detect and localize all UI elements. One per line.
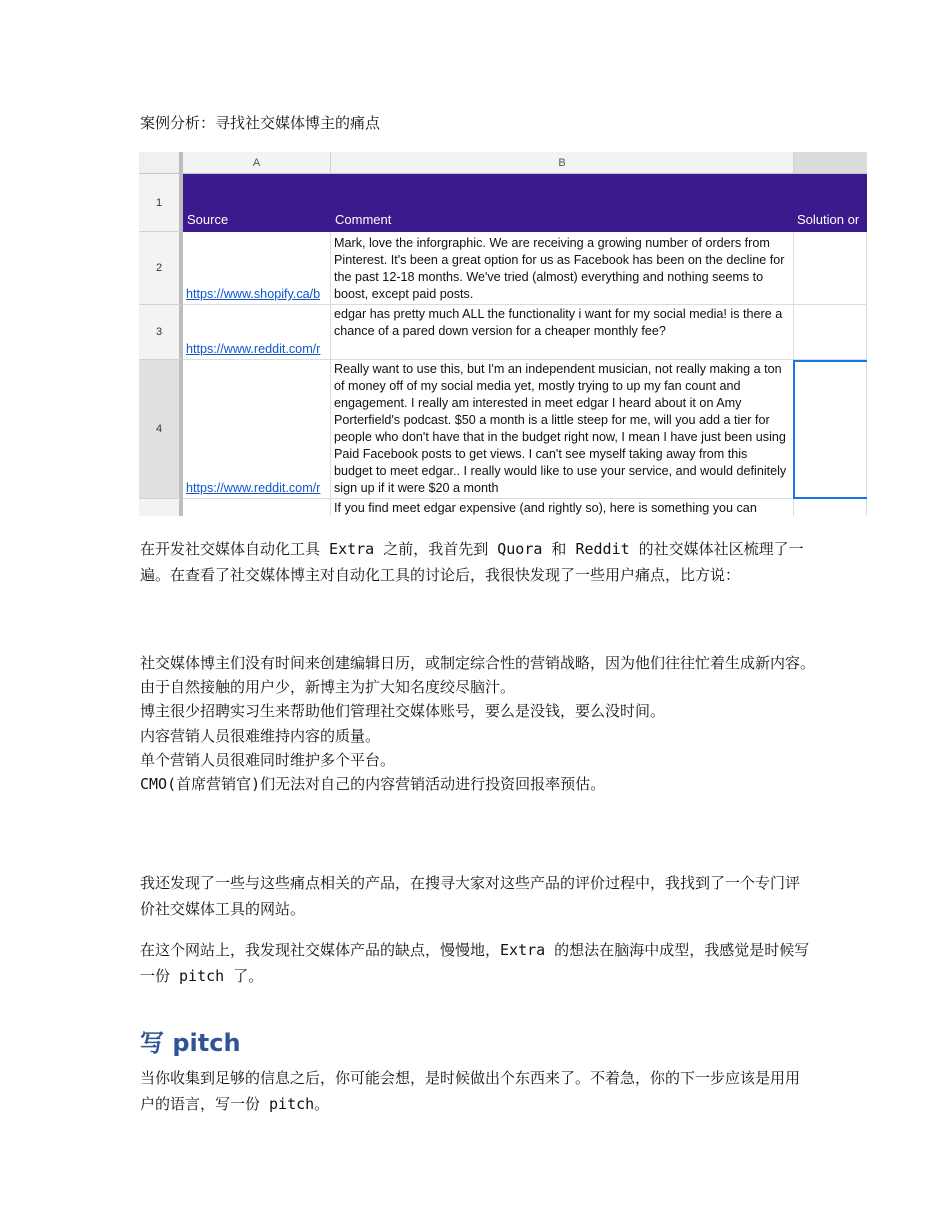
source-link[interactable]: https://www.shopify.ca/b <box>186 287 321 301</box>
list-item: 单个营销人员很难同时维护多个平台。 <box>140 750 396 769</box>
intro-paragraph: 在开发社交媒体自动化工具 Extra 之前，我首先到 Quora 和 Reddit 的社交媒体社区梳理了一遍。在查看了社交媒体博主对自动化工具的讨论后，我很快发现了一些用户痛点，比方说： <box>140 540 804 584</box>
row-header-3: 3 <box>139 305 183 360</box>
column-header-b: B <box>331 152 794 174</box>
row-header-4: 4 <box>139 360 183 499</box>
list-item: 内容营销人员很难维持内容的质量。 <box>140 726 381 745</box>
table-cell <box>331 499 794 516</box>
comment-text: Mark, love the inforgraphic. We are receiving a growing number of orders from Pinterest. It's been a great option for us as Facebook has been on the decline for the past 12-18 months. We've tried (almost) everything and nothing seems to boost, except paid posts. <box>334 236 785 301</box>
comment-text: Really want to use this, but I'm an independent musician, not really making a ton of money off of my social media yet, mostly trying to up my fan count and engagement. I really am interested in meet edgar I heard about it on Amy Porterfield's podcast. $50 a month is a little steep for me, will you add a tier for people who don't have that in the budget right now, I mean I have just been using Paid Facebook posts to get views. I can't see myself taking away from this budget to meet edgar.. I really would like to use your service, and would definitely sign up if it were $20 a month <box>334 362 787 495</box>
list-item: 博主很少招聘实习生来帮助他们管理社交媒体账号，要么是没钱，要么没时间。 <box>140 702 666 721</box>
list-item: 社交媒体博主们没有时间来创建编辑日历，或制定综合性的营销战略，因为他们往往忙着生成新内容。 <box>140 654 816 672</box>
table-cell <box>794 232 867 305</box>
figure-caption: 案例分析：寻找社交媒体博主的痛点 <box>140 114 381 132</box>
header-solution: Solution or <box>797 212 860 227</box>
row-header-2: 2 <box>139 232 183 305</box>
selected-cell-outline[interactable] <box>793 360 867 499</box>
sheet-corner <box>139 152 183 174</box>
table-cell <box>183 232 331 305</box>
section-heading: 写 pitch <box>140 1029 241 1057</box>
table-cell <box>331 360 794 499</box>
spreadsheet-screenshot <box>139 152 867 516</box>
list-item: 由于自然接触的用户少，新博主为扩大知名度绞尽脑汁。 <box>140 678 516 697</box>
table-cell <box>183 305 331 360</box>
list-item: CMO(首席营销官)们无法对自己的内容营销活动进行投资回报率预估。 <box>140 775 606 794</box>
table-cell <box>183 499 331 516</box>
column-header-c <box>794 152 867 174</box>
table-cell <box>331 232 794 305</box>
products-paragraph: 我还发现了一些与这些痛点相关的产品，在搜寻大家对这些产品的评价过程中，我找到了一个专门评价社交媒体工具的网站。 <box>140 874 801 918</box>
table-cell <box>331 305 794 360</box>
comment-text: edgar has pretty much ALL the functionality i want for my social media! is there a chance of a pared down version for a cheaper monthly fee? <box>334 307 783 338</box>
site-paragraph: 在这个网站上，我发现社交媒体产品的缺点，慢慢地，Extra 的想法在脑海中成型，我感觉是时候写一份 pitch 了。 <box>140 941 810 985</box>
header-comment: Comment <box>335 212 392 227</box>
pain-point-list <box>140 651 820 796</box>
source-link[interactable]: https://www.reddit.com/r <box>186 342 321 356</box>
row-header-5 <box>139 499 183 516</box>
row-header-1: 1 <box>139 174 183 232</box>
table-cell <box>794 305 867 360</box>
pitch-paragraph: 当你收集到足够的信息之后，你可能会想，是时候做出个东西来了。不着急，你的下一步应该是用用户的语言，写一份 pitch。 <box>140 1069 801 1113</box>
column-header-a: A <box>183 152 331 174</box>
comment-text: If you find meet edgar expensive (and rightly so), here is something you can <box>334 501 757 515</box>
header-row <box>183 174 867 232</box>
source-link[interactable]: https://www.reddit.com/r <box>186 481 321 495</box>
header-source: Source <box>187 212 229 227</box>
table-cell <box>794 499 867 516</box>
table-cell <box>183 360 331 499</box>
